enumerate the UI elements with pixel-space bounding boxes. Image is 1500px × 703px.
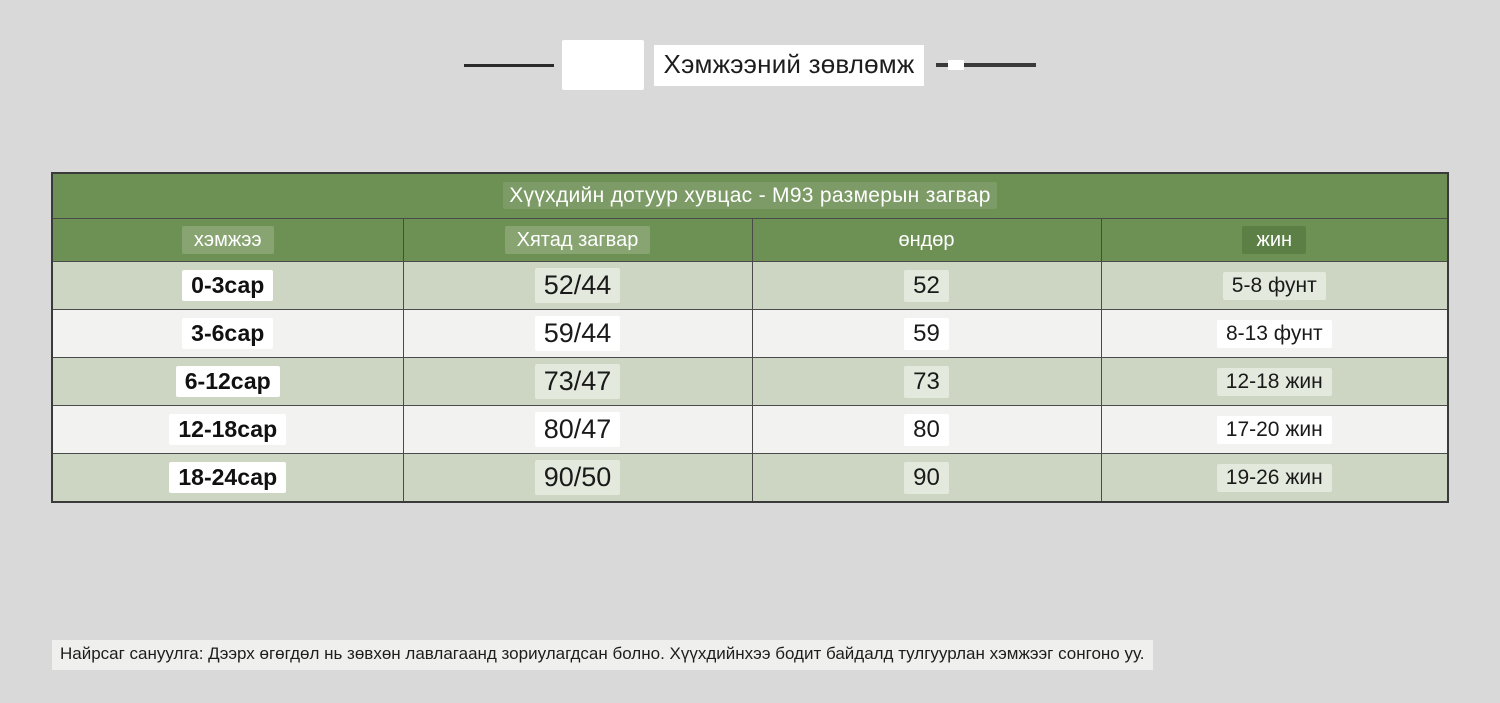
footer-note: Найрсаг сануулга: Дээрх өгөгдөл нь зөвхөн лавлагаанд зориулагдсан болно. Хүүхдийнхээ бодит байдалд тулгуурлан хэмжээг сонгоно уу. [52,640,1153,670]
table-header-row [52,219,1448,262]
column-header-weight [1101,219,1448,262]
column-header-height-label: өндөр [898,228,955,251]
cell-model: 59/44 [403,310,752,358]
rule-left-icon [464,64,554,67]
table-row [52,406,1448,454]
cell-weight: 5-8 фунт [1101,262,1448,310]
table-row [52,310,1448,358]
column-header-model-label: Хятад загвар [505,226,651,254]
cell-height: 52 [752,262,1101,310]
size-chart-table [51,172,1449,503]
cell-size: 12-18сар [52,406,403,454]
column-header-weight-label: жин [1242,226,1306,254]
cell-weight: 12-18 жин [1101,358,1448,406]
cell-height: 90 [752,454,1101,503]
table-caption: Хүүхдийн дотуур хувцас - M93 размерын загвар [503,182,997,209]
table-row [52,358,1448,406]
page-title: Хэмжээний зөвлөмж [654,45,925,86]
cell-height: 80 [752,406,1101,454]
cell-model: 52/44 [403,262,752,310]
column-header-model [403,219,752,262]
table-caption-cell [52,173,1448,219]
table-title-row [52,173,1448,219]
banner-placeholder-box [562,40,644,90]
cell-model: 80/47 [403,406,752,454]
column-header-height [752,219,1101,262]
table-row [52,262,1448,310]
cell-size: 0-3сар [52,262,403,310]
table-row [52,454,1448,503]
cell-model: 73/47 [403,358,752,406]
cell-height: 73 [752,358,1101,406]
cell-weight: 8-13 фунт [1101,310,1448,358]
cell-model: 90/50 [403,454,752,503]
cell-weight: 19-26 жин [1101,454,1448,503]
rule-right-icon [936,63,1036,67]
cell-weight: 17-20 жин [1101,406,1448,454]
header-banner [0,30,1500,100]
column-header-size [52,219,403,262]
cell-size: 6-12сар [52,358,403,406]
column-header-size-label: хэмжээ [182,226,274,254]
cell-height: 59 [752,310,1101,358]
cell-size: 18-24сар [52,454,403,503]
cell-size: 3-6сар [52,310,403,358]
